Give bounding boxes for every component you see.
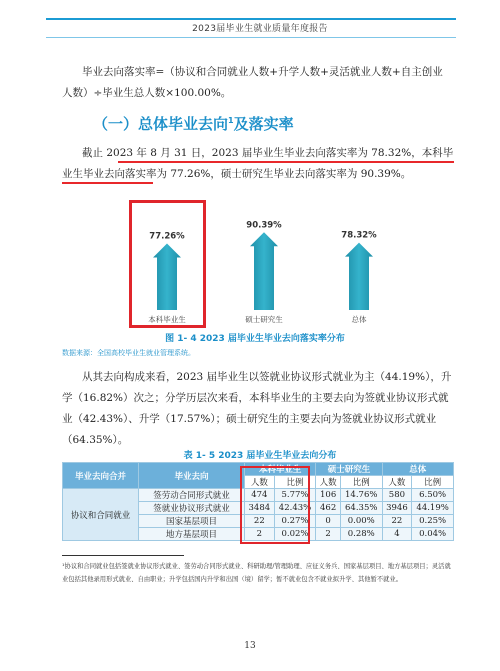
report-title: 2023届毕业生就业质量年度报告	[192, 24, 328, 34]
cell: 22	[245, 515, 275, 528]
cell: 2	[316, 528, 341, 541]
highlight-box	[129, 200, 206, 328]
th-dest: 毕业去向	[139, 463, 245, 489]
th-ratio: 比例	[274, 476, 316, 489]
data-label: 90.39%	[246, 220, 282, 231]
cell: 5.77%	[274, 489, 316, 502]
chart-bar	[345, 243, 373, 310]
category-label: 本科毕业生	[148, 315, 186, 324]
formula-paragraph: 毕业去向落实率=（协议和合同就业人数+升学人数+灵活就业人数+自主创业人数）÷毕业生总人数×100.00%。	[62, 66, 443, 99]
cell: 0.02%	[274, 528, 316, 541]
highlight-box	[240, 466, 310, 544]
red-underline	[62, 182, 153, 184]
table-caption: 表 1- 5 2023 届毕业生毕业去向分布	[183, 451, 337, 461]
data-label: 77.26%	[149, 231, 185, 242]
cell: 580	[382, 489, 412, 502]
data-label: 78.32%	[341, 230, 377, 241]
section-heading-text: （一）总体毕业去向	[93, 115, 229, 133]
category-label: 硕士研究生	[245, 315, 283, 324]
rate-paragraph: 截止 2023 年 8 月 31 日，2023 届毕业生毕业去向落实率为 78.32%，本科毕业生毕业去向落实率为 77.26%，硕士研究生毕业去向落实率为 90.39%。	[62, 147, 454, 180]
dest-cell: 签就业协议形式就业	[139, 502, 245, 515]
footnote: ¹协议和合同就业包括签就业协议形式就业、签劳动合同形式就业、科研助理/管理助理、应征义务兵、国家基层项目、地方基层项目；灵活就业包括其他录用形式就业、自由职业；升学包括国内升学和出国（境）留学；暂不就业包含不就业拟升学、其他暂不就业。	[62, 563, 451, 583]
cell: 462	[316, 502, 341, 515]
figure-caption: 图 1- 4 2023 届毕业生毕业去向落实率分布	[165, 334, 345, 344]
footnote-ref: 1	[228, 116, 234, 125]
th-ratio: 比例	[340, 476, 382, 489]
header-bar	[46, 18, 456, 20]
composition-paragraph: 从其去向构成来看，2023 届毕业生以签就业协议形式就业为主（44.19%），升学（16.82%）次之；分学历层次来看，本科毕业生的主要去向为签就业协议形式就业（42.43%）、升学（17.57%）；硕士研究生的主要去向为签就业协议形式就业（64.35%）。	[62, 371, 452, 446]
data-source: 数据来源：全国高校毕业生就业管理系统。	[62, 349, 195, 357]
th-merge: 毕业去向合并	[63, 463, 139, 489]
th-count: 人数	[382, 476, 412, 489]
cell: 0.27%	[274, 515, 316, 528]
th-group-master: 硕士研究生	[316, 463, 382, 476]
section-heading	[93, 113, 294, 134]
cell: 0.00%	[340, 515, 382, 528]
th-group-total: 总体	[382, 463, 453, 476]
cell: 14.76%	[340, 489, 382, 502]
header-divider	[46, 37, 456, 38]
dest-cell: 国家基层项目	[139, 515, 245, 528]
cell: 0.28%	[340, 528, 382, 541]
cell: 3946	[382, 502, 412, 515]
section-heading-tail: 及落实率	[233, 115, 294, 133]
th-ratio: 比例	[412, 476, 454, 489]
cell: 474	[245, 489, 275, 502]
chart-bar	[250, 232, 278, 310]
cell: 0	[316, 515, 341, 528]
group-cell: 协议和合同就业	[63, 489, 139, 541]
th-count: 人数	[316, 476, 341, 489]
dest-cell: 地方基层项目	[139, 528, 245, 541]
cell: 0.25%	[412, 515, 454, 528]
cell: 0.04%	[412, 528, 454, 541]
cell: 44.19%	[412, 502, 454, 515]
category-label: 总体	[351, 315, 367, 324]
cell: 42.43%	[274, 502, 316, 515]
cell: 106	[316, 489, 341, 502]
cell: 2	[245, 528, 275, 541]
cell: 64.35%	[340, 502, 382, 515]
cell: 22	[382, 515, 412, 528]
dest-cell: 签劳动合同形式就业	[139, 489, 245, 502]
page-number: 13	[244, 641, 256, 651]
th-group-undergrad: 本科毕业生	[245, 463, 316, 476]
cell: 3484	[245, 502, 275, 515]
footnote-divider	[62, 555, 184, 556]
th-count: 人数	[245, 476, 275, 489]
cell: 6.50%	[412, 489, 454, 502]
red-underline	[118, 161, 454, 163]
cell: 4	[382, 528, 412, 541]
